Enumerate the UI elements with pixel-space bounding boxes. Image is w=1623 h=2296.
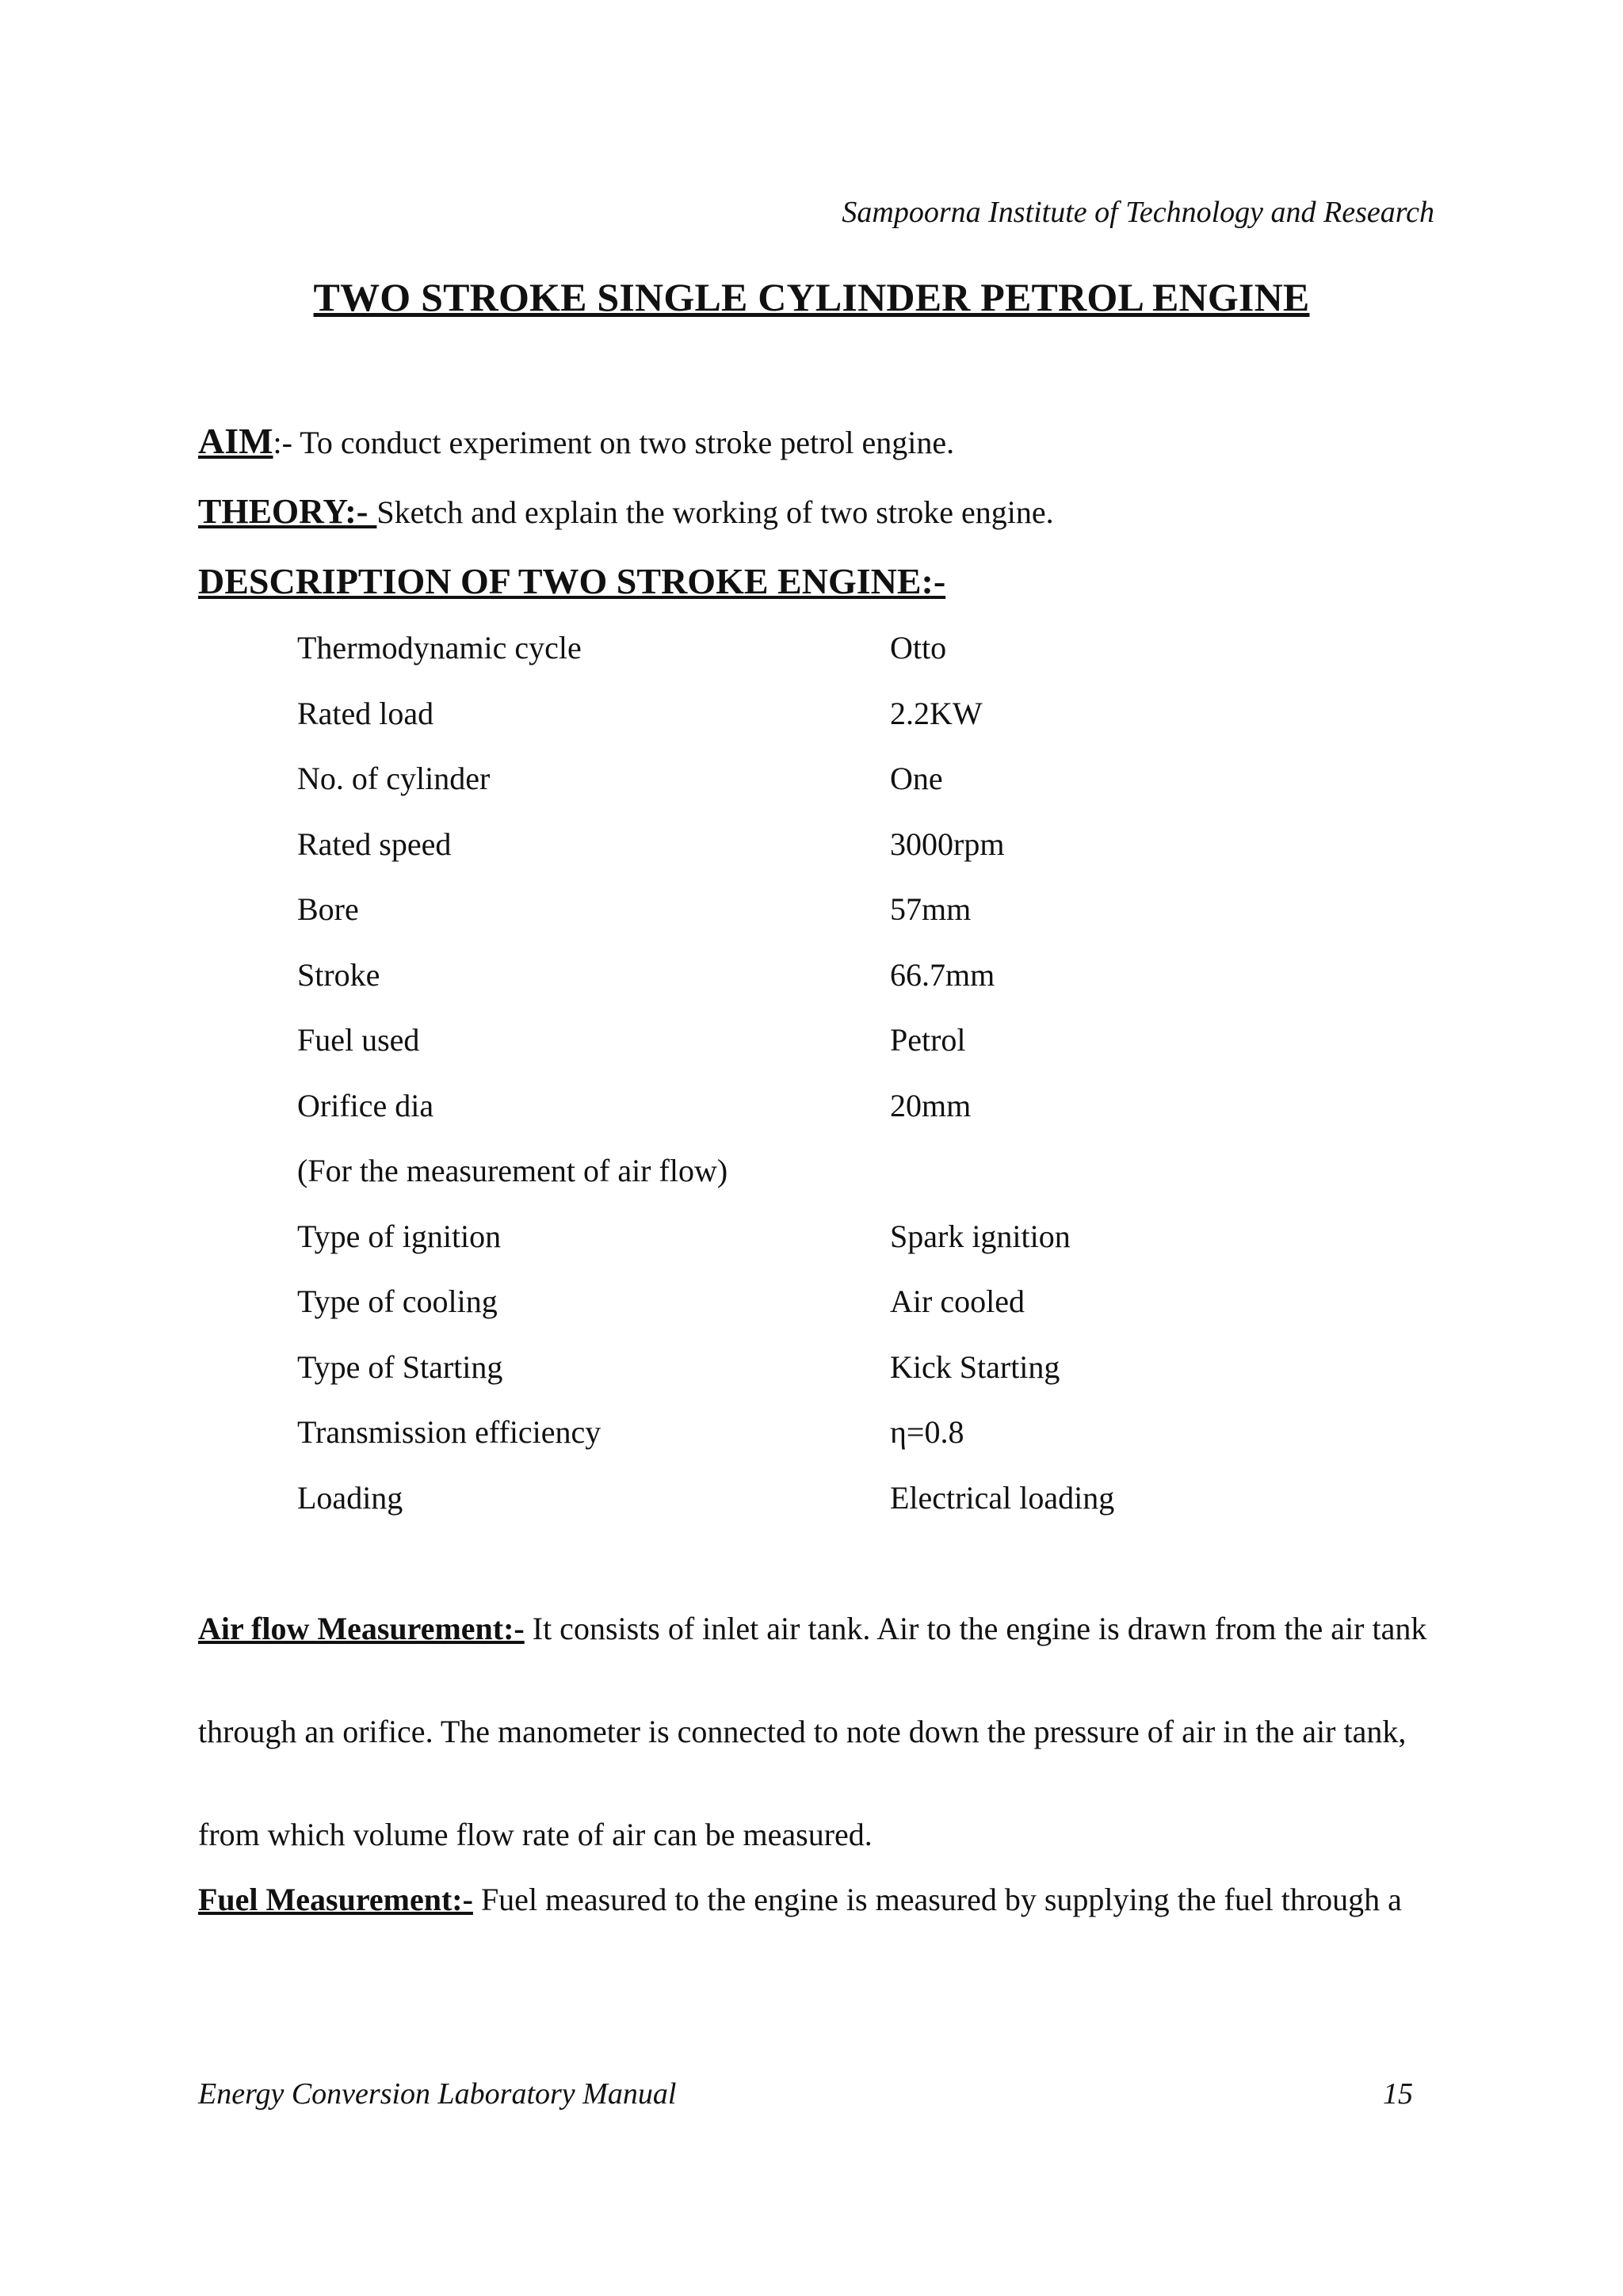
footer-manual-title: Energy Conversion Laboratory Manual	[198, 2077, 677, 2111]
air-flow-paragraph-2	[198, 1713, 1434, 1751]
spec-value: Otto	[890, 630, 947, 666]
spec-label: Transmission efficiency	[297, 1414, 601, 1450]
spec-value: η=0.8	[890, 1414, 964, 1450]
fuel-label: Fuel Measurement:-	[198, 1882, 473, 1917]
spec-row	[297, 1021, 1327, 1087]
spec-value: 20mm	[890, 1087, 972, 1123]
air-flow-line-2: through an orifice. The manometer is connected to note down the pressure of air in the air tank,	[198, 1714, 1407, 1749]
spec-row	[297, 1413, 1327, 1479]
spec-row	[297, 1087, 1327, 1153]
spec-row	[297, 1283, 1327, 1348]
spec-label: (For the measurement of air flow)	[297, 1153, 728, 1188]
page-title: TWO STROKE SINGLE CYLINDER PETROL ENGINE	[313, 275, 1310, 319]
spec-value: 2.2KW	[890, 695, 983, 731]
spec-label: Type of cooling	[297, 1283, 498, 1319]
spec-row	[297, 891, 1327, 956]
spec-value	[890, 1152, 1327, 1218]
spec-row	[297, 1152, 1327, 1218]
spec-label: Type of ignition	[297, 1218, 502, 1254]
spec-value: 57mm	[890, 891, 972, 927]
spec-label: No. of cylinder	[297, 761, 491, 796]
spec-value: Kick Starting	[890, 1348, 1060, 1385]
spec-value: One	[890, 761, 943, 796]
aim-label: AIM	[198, 421, 273, 461]
spec-label: Loading	[297, 1479, 403, 1516]
spec-value: Petrol	[890, 1022, 966, 1058]
fuel-paragraph	[198, 1881, 1434, 1919]
spec-row	[297, 1479, 1327, 1545]
spec-row	[297, 695, 1327, 761]
header-institute: Sampoorna Institute of Technology and Research	[842, 196, 1434, 229]
spec-value: Electrical loading	[890, 1479, 1115, 1516]
spec-label: Thermodynamic cycle	[297, 630, 582, 666]
air-flow-paragraph-3	[198, 1816, 1434, 1854]
spec-value: 3000rpm	[890, 826, 1005, 862]
spec-row	[297, 760, 1327, 826]
footer-page-number: 15	[1383, 2077, 1413, 2111]
spec-row	[297, 629, 1327, 695]
spec-label: Bore	[297, 891, 359, 927]
air-flow-line-1: It consists of inlet air tank. Air to the engine is drawn from the air tank	[524, 1611, 1427, 1646]
spec-value: 66.7mm	[890, 956, 995, 993]
fuel-text: Fuel measured to the engine is measured by supplying the fuel through a	[472, 1882, 1402, 1917]
air-flow-line-3: from which volume flow rate of air can be measured.	[198, 1817, 873, 1852]
spec-label: Stroke	[297, 956, 380, 993]
air-flow-label: Air flow Measurement:-	[198, 1611, 525, 1646]
spec-value: Spark ignition	[890, 1218, 1071, 1254]
spec-value: Air cooled	[890, 1283, 1025, 1319]
aim-line	[198, 420, 954, 462]
spec-row	[297, 1218, 1327, 1283]
aim-text: :- To conduct experiment on two stroke petrol engine.	[273, 425, 955, 460]
theory-label: THEORY:-	[198, 492, 377, 531]
spec-row	[297, 826, 1327, 891]
air-flow-paragraph-1	[198, 1610, 1434, 1648]
spec-row	[297, 956, 1327, 1022]
theory-line	[198, 491, 1054, 532]
spec-label: Fuel used	[297, 1022, 420, 1058]
spec-label: Rated load	[297, 695, 434, 731]
spec-label: Type of Starting	[297, 1348, 503, 1385]
spec-label: Orifice dia	[297, 1087, 434, 1123]
theory-text: Sketch and explain the working of two stroke engine.	[376, 494, 1054, 530]
spec-row	[297, 1348, 1327, 1414]
description-heading: DESCRIPTION OF TWO STROKE ENGINE:-	[198, 561, 946, 601]
spec-table	[297, 629, 1327, 1544]
spec-label: Rated speed	[297, 826, 452, 862]
